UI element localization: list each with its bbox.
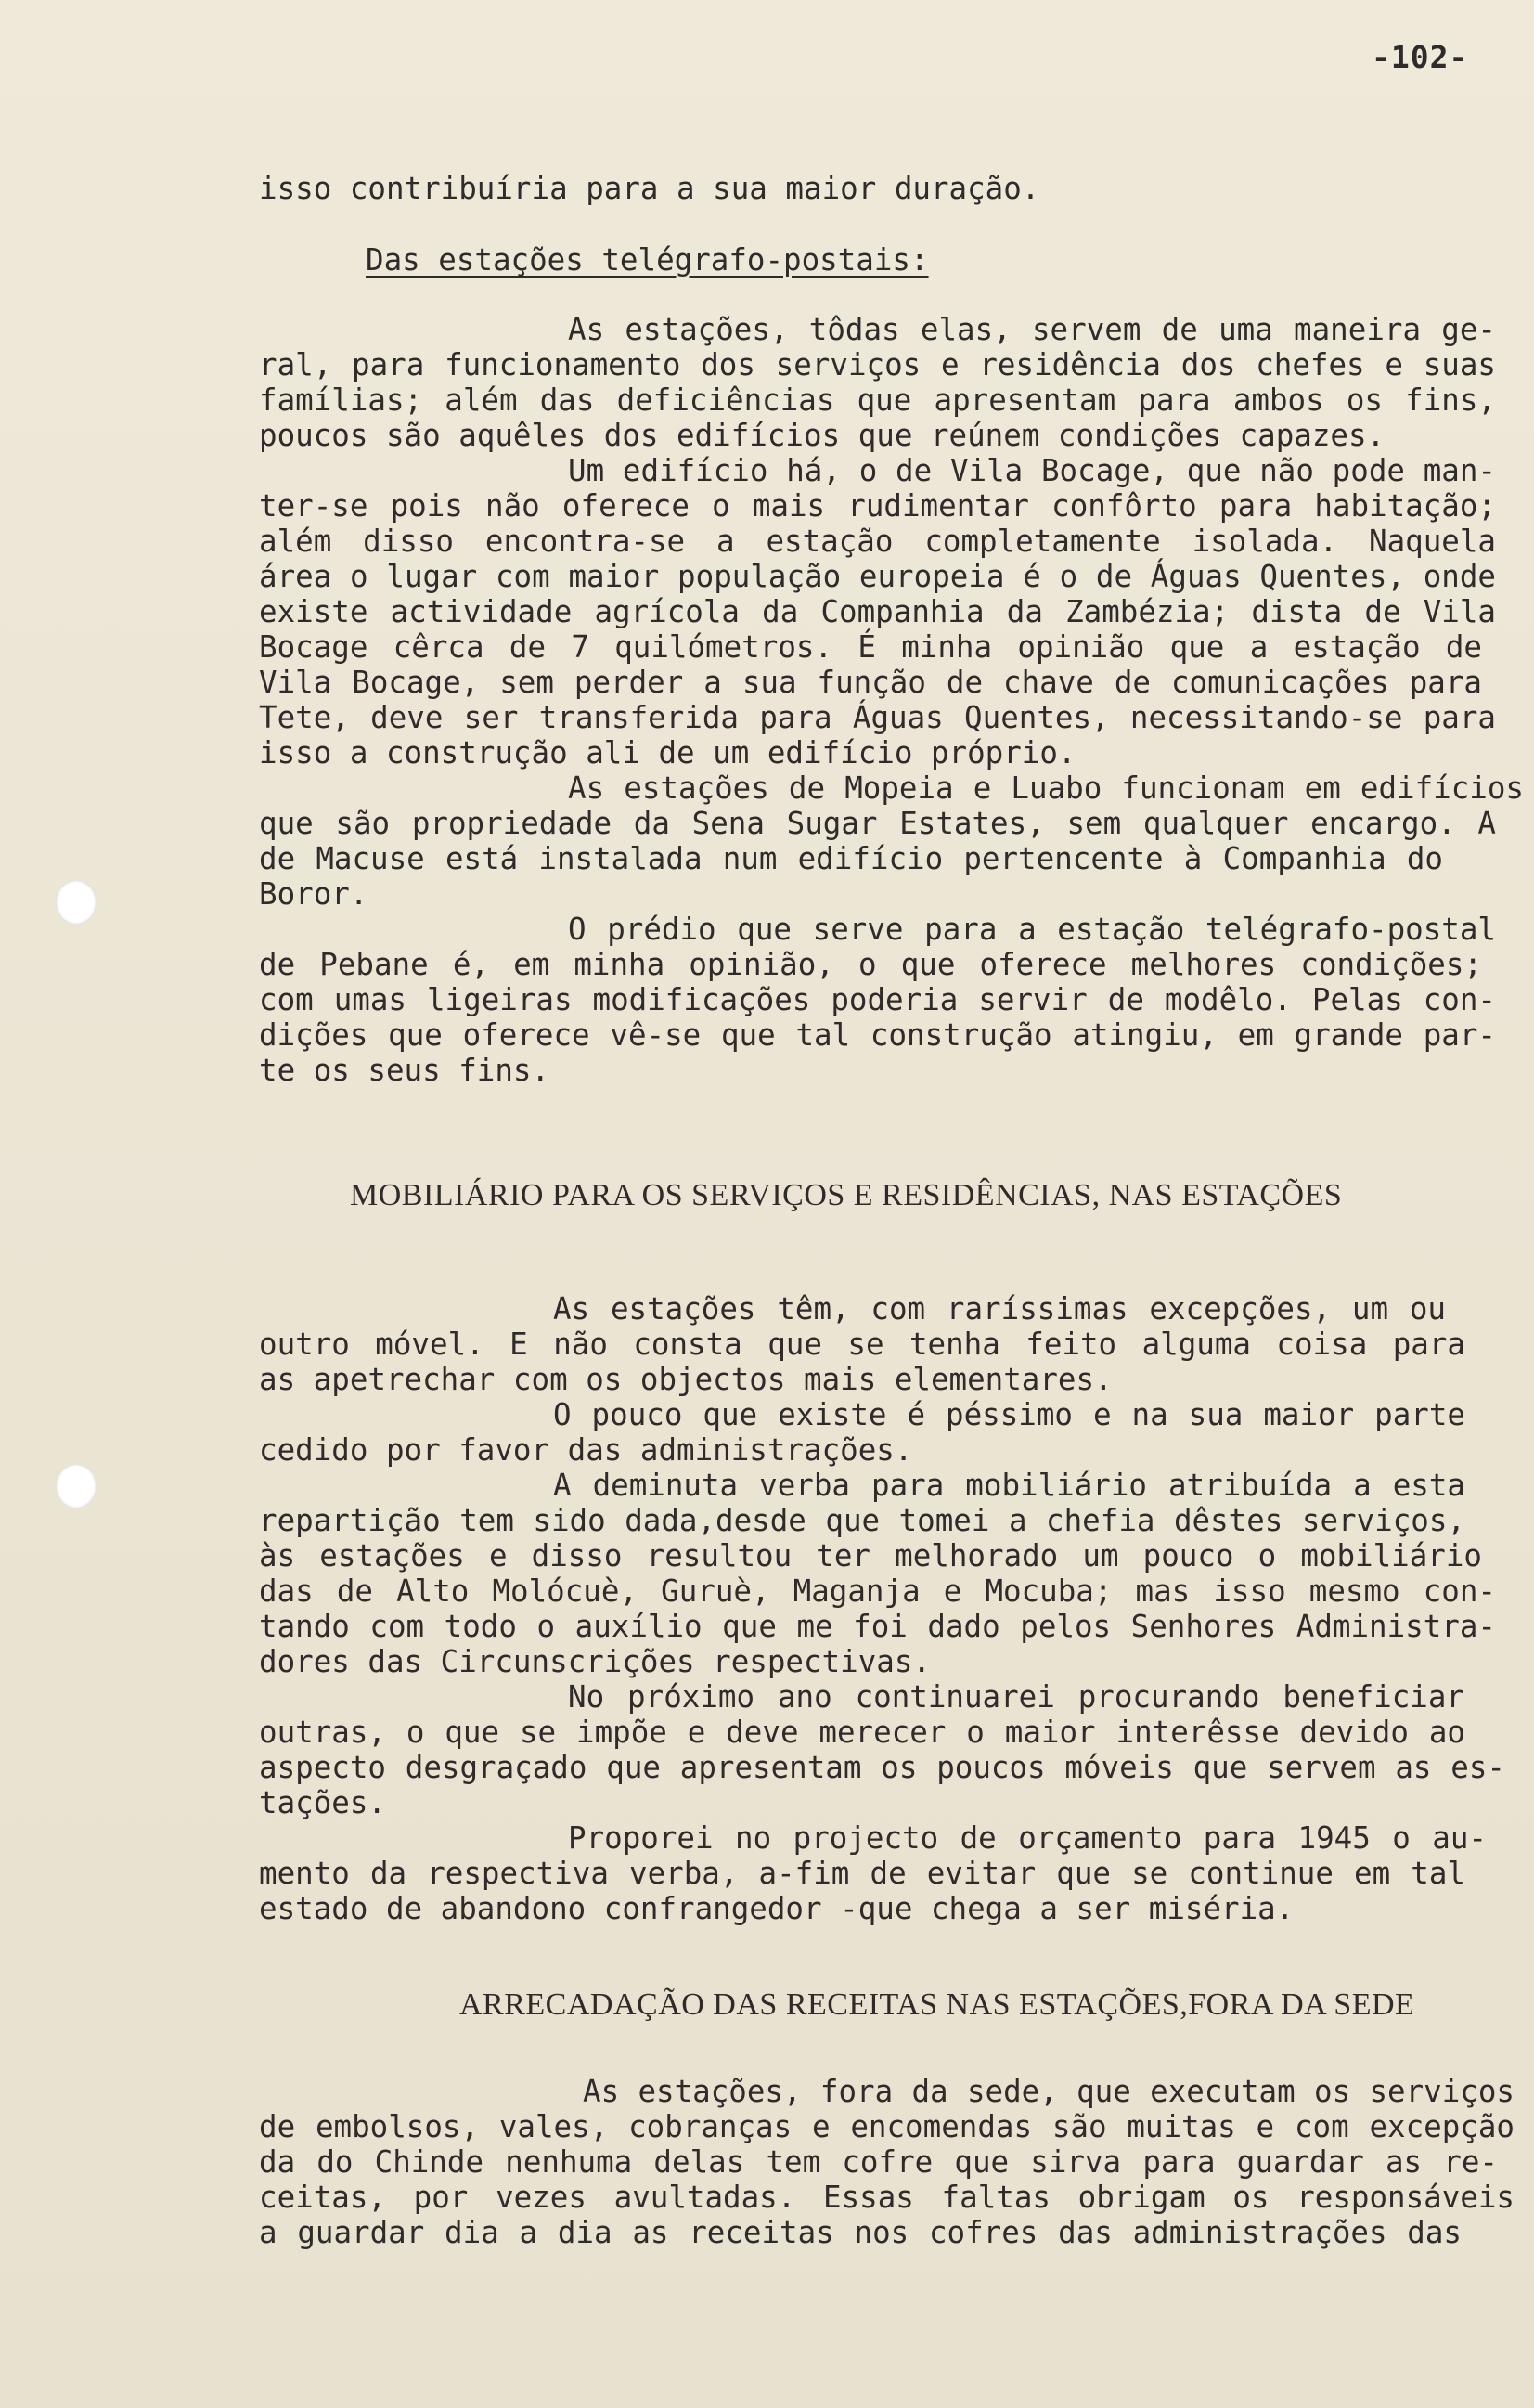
paragraph-line: além disso encontra-se a estação completamente isolada. Naquela [259, 524, 1496, 559]
paragraph-line: tando com todo o auxílio que me foi dado pelos Senhores Administra- [259, 1609, 1496, 1644]
paragraph-line: Bocage cêrca de 7 quilómetros. É minha opinião que a estação de [259, 629, 1482, 665]
paragraph-line: área o lugar com maior população europeia é o de Águas Quentes, onde [259, 559, 1496, 594]
paragraph-line: Boror. [259, 876, 368, 912]
paragraph-line: O pouco que existe é péssimo e na sua maior parte [553, 1397, 1465, 1432]
paragraph-line: ral, para funcionamento dos serviços e residência dos chefes e suas [259, 347, 1496, 382]
paragraph-line: isso a construção ali de um edifício próprio. [259, 735, 1076, 770]
paragraph-line: mento da respectiva verba, a-fim de evitar que se continue em tal [259, 1856, 1465, 1891]
paragraph-line: às estações e disso resultou ter melhorado um pouco o mobiliário [259, 1538, 1482, 1573]
paragraph-line: As estações de Mopeia e Luabo funcionam em edifícios [568, 770, 1524, 806]
paragraph-line: dições que oferece vê-se que tal construção atingiu, em grande par- [259, 1017, 1496, 1053]
punch-hole [56, 1464, 97, 1508]
paragraph-line: outro móvel. E não consta que se tenha feito alguma coisa para [259, 1327, 1465, 1362]
paragraph-line: de Pebane é, em minha opinião, o que oferece melhores condições; [259, 947, 1482, 982]
paragraph-line: tações. [259, 1785, 386, 1820]
paragraph-line: te os seus fins. [259, 1053, 550, 1088]
paragraph-line: a guardar dia a dia as receitas nos cofres das administrações das [259, 2215, 1462, 2250]
paragraph-line: Vila Bocage, sem perder a sua função de chave de comunicações para [259, 665, 1482, 700]
intro-line: isso contribuíria para a sua maior duração. [259, 171, 1040, 206]
paragraph-line: ter-se pois não oferece o mais rudimentar confôrto para habitação; [259, 488, 1496, 524]
paragraph-line: com umas ligeiras modificações poderia servir de modêlo. Pelas con- [259, 982, 1496, 1017]
paragraph-line: da do Chinde nenhuma delas tem cofre que sirva para guardar as re- [259, 2144, 1498, 2180]
paragraph-line: As estações, tôdas elas, servem de uma maneira ge- [568, 312, 1496, 347]
section-title-telegrafo: Das estações telégrafo-postais: [366, 242, 929, 278]
paragraph-line: A deminuta verba para mobiliário atribuída a esta [553, 1468, 1465, 1503]
paragraph-line: ceitas, por vezes avultadas. Essas faltas obrigam os responsáveis [259, 2180, 1515, 2215]
paragraph-line: as apetrechar com os objectos mais elementares. [259, 1362, 1113, 1397]
paragraph-line: As estações, fora da sede, que executam os serviços [583, 2074, 1515, 2109]
paragraph-line: que são propriedade da Sena Sugar Estates, sem qualquer encargo. A [259, 806, 1496, 841]
paragraph-line: repartição tem sido dada,desde que tomei a chefia dêstes serviços, [259, 1503, 1465, 1538]
paragraph-line: O prédio que serve para a estação telégrafo-postal [568, 912, 1496, 947]
section-title-arrecadacao: ARRECADAÇÃO DAS RECEITAS NAS ESTAÇÕES,FORA DA SEDE [459, 1987, 1415, 2022]
punch-hole [56, 880, 97, 925]
paragraph-line: As estações têm, com raríssimas excepções, um ou [553, 1291, 1446, 1327]
paragraph-line: famílias; além das deficiências que apresentam para ambos os fins, [259, 382, 1496, 418]
paragraph-line: de embolsos, vales, cobranças e encomendas são muitas e com excepção [259, 2109, 1515, 2144]
paragraph-line: outras, o que se impõe e deve merecer o maior interêsse devido ao [259, 1715, 1465, 1750]
paragraph-line: Tete, deve ser transferida para Águas Quentes, necessitando-se para [259, 700, 1496, 735]
paragraph-line: No próximo ano continuarei procurando beneficiar [568, 1679, 1464, 1715]
paragraph-line: Proporei no projecto de orçamento para 1945 o au- [568, 1820, 1487, 1856]
page-number: -102- [1372, 39, 1469, 75]
paragraph-line: aspecto desgraçado que apresentam os poucos móveis que servem as es- [259, 1750, 1505, 1785]
section-title-mobiliario: MOBILIÁRIO PARA OS SERVIÇOS E RESIDÊNCIAS, NAS ESTAÇÕES [350, 1178, 1343, 1212]
paragraph-line: das de Alto Molócuè, Guruè, Maganja e Mocuba; mas isso mesmo con- [259, 1573, 1496, 1609]
paragraph-line: existe actividade agrícola da Companhia da Zambézia; dista de Vila [259, 594, 1496, 629]
paragraph-line: de Macuse está instalada num edifício pertencente à Companhia do [259, 841, 1443, 876]
paragraph-line: cedido por favor das administrações. [259, 1432, 913, 1468]
paragraph-line: poucos são aquêles dos edifícios que reúnem condições capazes. [259, 418, 1386, 453]
paragraph-line: Um edifício há, o de Vila Bocage, que não pode man- [568, 453, 1496, 488]
paragraph-line: estado de abandono confrangedor -que chega a ser miséria. [259, 1891, 1295, 1926]
paragraph-line: dores das Circunscrições respectivas. [259, 1644, 931, 1679]
